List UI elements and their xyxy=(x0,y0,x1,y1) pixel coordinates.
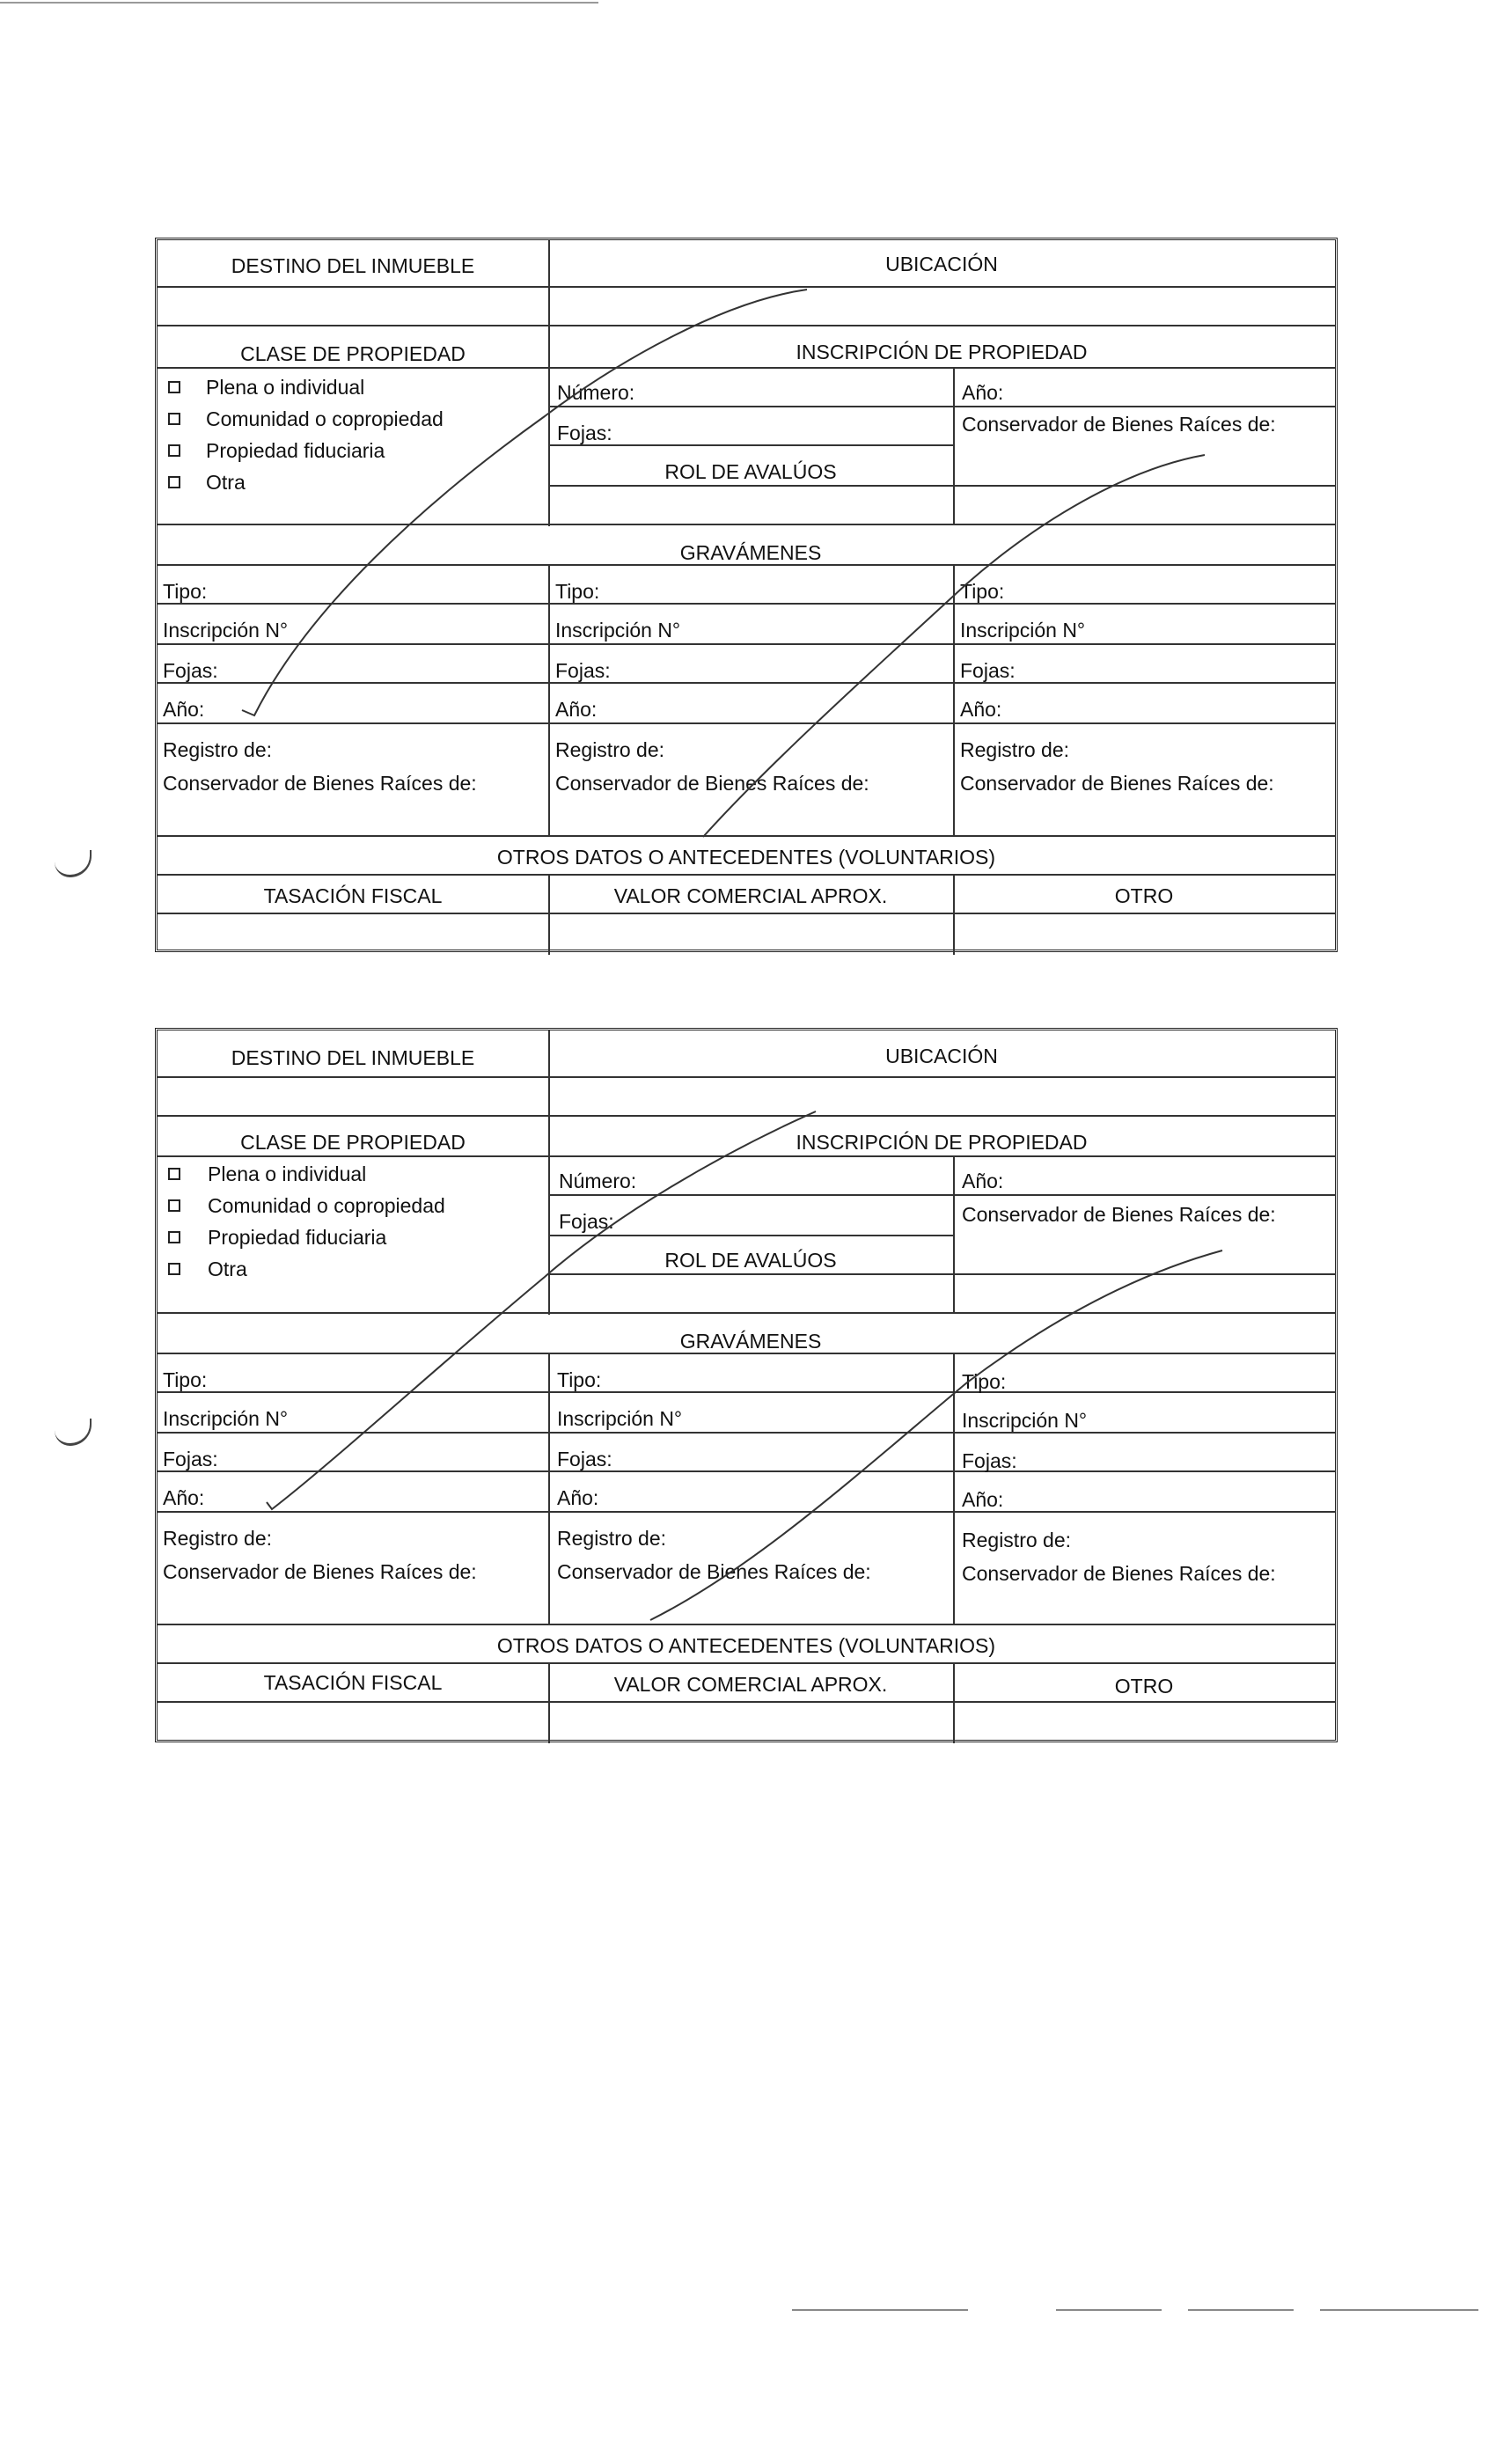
inscripcion-header: INSCRIPCIÓN DE PROPIEDAD xyxy=(796,1131,1088,1154)
binder-hole-mark xyxy=(55,850,92,877)
grav-fojas: Fojas: xyxy=(163,659,218,682)
grav-inscripcion: Inscripción N° xyxy=(163,619,289,642)
checkbox[interactable] xyxy=(168,1231,180,1243)
grav-registro: Registro de: xyxy=(555,738,665,761)
grav-registro: Registro de: xyxy=(962,1529,1072,1551)
grav-inscripcion: Inscripción N° xyxy=(555,619,681,642)
grav-conservador: Conservador de Bienes Raíces de: xyxy=(557,1560,871,1583)
scan-artifact-line xyxy=(792,2309,968,2311)
checkbox[interactable] xyxy=(168,1199,180,1212)
ubicacion-header: UBICACIÓN xyxy=(885,1045,998,1067)
grav-tipo: Tipo: xyxy=(163,580,208,603)
binder-hole-mark xyxy=(55,1419,92,1446)
grav-fojas: Fojas: xyxy=(960,659,1016,682)
option-label: Otra xyxy=(206,471,246,494)
grav-tipo: Tipo: xyxy=(555,580,600,603)
grav-fojas: Fojas: xyxy=(555,659,611,682)
destino-header: DESTINO DEL INMUEBLE xyxy=(231,254,475,277)
grav-anio: Año: xyxy=(960,698,1002,721)
grav-fojas: Fojas: xyxy=(163,1448,218,1470)
valor-comercial-header: VALOR COMERCIAL APROX. xyxy=(613,884,888,907)
scan-artifact-line xyxy=(1188,2309,1294,2311)
otro-header: OTRO xyxy=(1114,884,1174,907)
anio-label: Año: xyxy=(962,1170,1004,1192)
anio-label: Año: xyxy=(962,381,1004,404)
rol-avaluos-label: ROL DE AVALÚOS xyxy=(664,460,837,483)
grav-anio: Año: xyxy=(163,1486,205,1509)
tasacion-fiscal-header: TASACIÓN FISCAL xyxy=(263,1671,443,1694)
grav-registro: Registro de: xyxy=(163,1527,273,1550)
option-label: Comunidad o copropiedad xyxy=(206,407,444,430)
grav-tipo: Tipo: xyxy=(962,1370,1007,1393)
grav-conservador: Conservador de Bienes Raíces de: xyxy=(555,772,869,795)
numero-label: Número: xyxy=(559,1170,637,1192)
tasacion-fiscal-header: TASACIÓN FISCAL xyxy=(263,884,443,907)
checkbox[interactable] xyxy=(168,381,180,393)
grav-fojas: Fojas: xyxy=(557,1448,612,1470)
grav-anio: Año: xyxy=(962,1488,1004,1511)
otros-datos-header: OTROS DATOS O ANTECEDENTES (VOLUNTARIOS) xyxy=(496,846,996,869)
valor-comercial-header: VALOR COMERCIAL APROX. xyxy=(613,1673,888,1696)
checkbox[interactable] xyxy=(168,1263,180,1275)
gravamenes-header: GRAVÁMENES xyxy=(679,1330,822,1353)
option-label: Plena o individual xyxy=(208,1162,367,1185)
grav-inscripcion: Inscripción N° xyxy=(163,1407,289,1430)
grav-anio: Año: xyxy=(557,1486,599,1509)
inscripcion-header: INSCRIPCIÓN DE PROPIEDAD xyxy=(796,341,1088,363)
grav-conservador: Conservador de Bienes Raíces de: xyxy=(960,772,1274,795)
option-label: Propiedad fiduciaria xyxy=(208,1226,387,1249)
scan-artifact-line xyxy=(1056,2309,1162,2311)
grav-registro: Registro de: xyxy=(163,738,273,761)
ubicacion-header: UBICACIÓN xyxy=(885,253,998,275)
option-label: Comunidad o copropiedad xyxy=(208,1194,445,1217)
fojas-label: Fojas: xyxy=(557,422,612,444)
option-label: Plena o individual xyxy=(206,376,365,399)
checkbox[interactable] xyxy=(168,1168,180,1180)
conservador-label: Conservador de Bienes Raíces de: xyxy=(962,413,1276,436)
scan-edge-line xyxy=(0,2,598,4)
grav-anio: Año: xyxy=(163,698,205,721)
scan-artifact-line xyxy=(1320,2309,1478,2311)
grav-conservador: Conservador de Bienes Raíces de: xyxy=(163,1560,477,1583)
grav-inscripcion: Inscripción N° xyxy=(960,619,1086,642)
grav-inscripcion: Inscripción N° xyxy=(557,1407,683,1430)
grav-inscripcion: Inscripción N° xyxy=(962,1409,1088,1432)
rol-avaluos-label: ROL DE AVALÚOS xyxy=(664,1249,837,1272)
grav-tipo: Tipo: xyxy=(557,1368,602,1391)
checkbox[interactable] xyxy=(168,476,180,488)
option-label: Otra xyxy=(208,1258,247,1280)
property-form-2 xyxy=(155,1028,1338,1742)
numero-label: Número: xyxy=(557,381,635,404)
grav-registro: Registro de: xyxy=(557,1527,667,1550)
fojas-label: Fojas: xyxy=(559,1210,614,1233)
checkbox[interactable] xyxy=(168,444,180,457)
otros-datos-header: OTROS DATOS O ANTECEDENTES (VOLUNTARIOS) xyxy=(496,1634,996,1657)
grav-tipo: Tipo: xyxy=(960,580,1005,603)
checkbox[interactable] xyxy=(168,413,180,425)
clase-header: CLASE DE PROPIEDAD xyxy=(240,1131,466,1154)
conservador-label: Conservador de Bienes Raíces de: xyxy=(962,1203,1276,1226)
property-form-1 xyxy=(155,238,1338,952)
grav-registro: Registro de: xyxy=(960,738,1070,761)
option-label: Propiedad fiduciaria xyxy=(206,439,385,462)
grav-conservador: Conservador de Bienes Raíces de: xyxy=(163,772,477,795)
clase-header: CLASE DE PROPIEDAD xyxy=(240,342,466,365)
grav-conservador: Conservador de Bienes Raíces de: xyxy=(962,1562,1276,1585)
gravamenes-header: GRAVÁMENES xyxy=(679,541,822,564)
destino-header: DESTINO DEL INMUEBLE xyxy=(231,1046,475,1069)
grav-fojas: Fojas: xyxy=(962,1449,1017,1472)
grav-anio: Año: xyxy=(555,698,598,721)
grav-tipo: Tipo: xyxy=(163,1368,208,1391)
otro-header: OTRO xyxy=(1114,1675,1174,1698)
